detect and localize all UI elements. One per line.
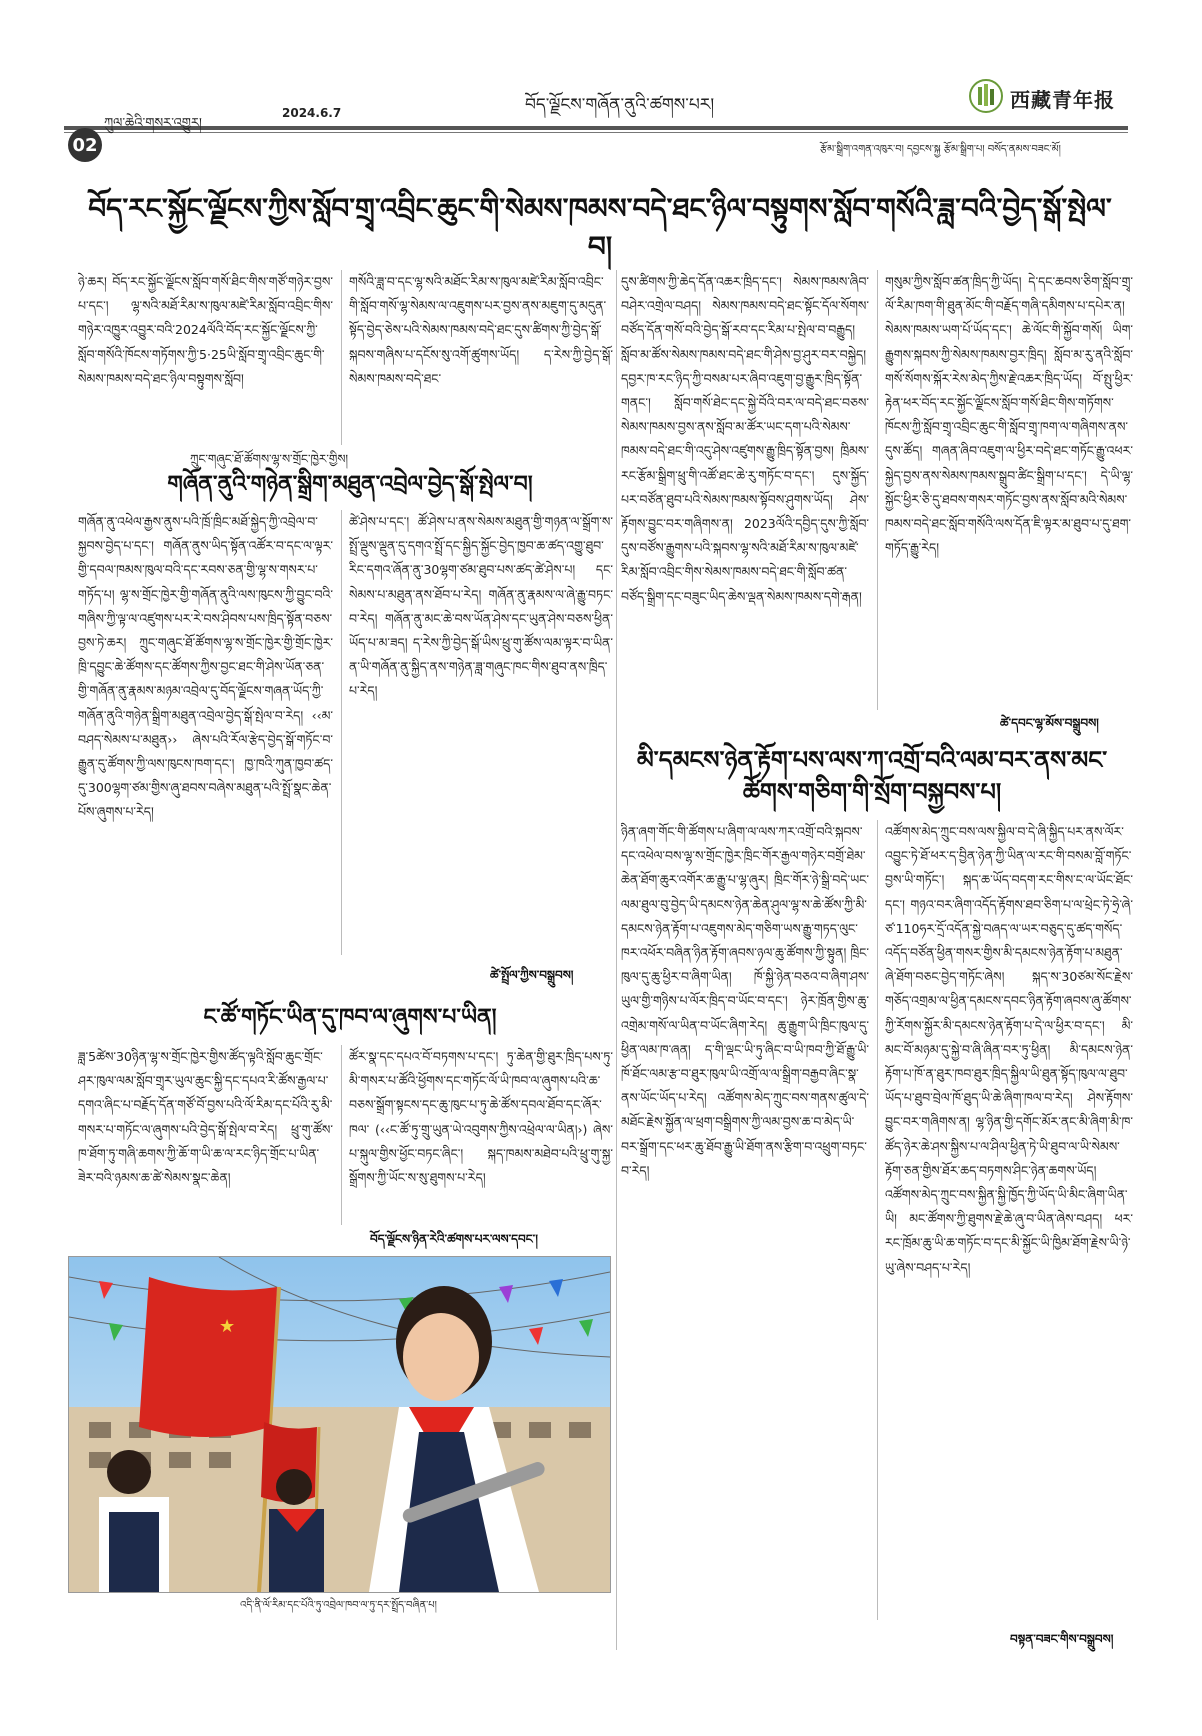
- article1-col1: ཉེ་ཆར། བོད་རང་སྐྱོང་ལྗོངས་སློབ་གསོ་ཐིང་གིས་གཙོ་གཉེར་བྱས་པ་དང་། ལྷ་སའི་མཐོ་རིམ་ས་ཁུལ་མཛེ་རིམ་སློབ་འབྲིང་གིས་གཉེར་འཁྱུར་འབྱུར་བའི་2024ལོའི་བོད་རང་སྐྱོང་ལྗོངས་ཀྱི་སློབ་གསོའི་ཁོངས་གཏོགས་ཀྱི་5·25ཡི་སློབ་གྲྭ་འབྲིང་ཆུང་གི་སེམས་ཁམས་བདེ་ཐང་ཉིལ་བསྟུགས་སློབ།: [78, 274, 333, 386]
- article1-col2: གསོའི་ཟླ་བ་དང་ལྷ་སའི་མཐོང་རིམ་ས་ཁུལ་མཛེ་རིམ་སློབ་འབྲིང་གི་སློབ་གསོ་ལྷ་སེམས་ལ་འཇུགས་པར་བྱས་ནས་མཇུག་དུ་མདུན་སྟོད་བྱེད་ཅེས་པའི་སེམས་ཁམས་བདེ་ཐང་དུས་ཚིགས་ཀྱི་བྱེད་སྒོ་སྐབས་གཞིས་པ་དངོས་སུ་འགོ་ཚུགས་ཡོད། ད་རེས་ཀྱི་བྱེད་སྒོ་སེམས་ཁམས་བདེ་ཐང་: [349, 274, 613, 386]
- article1-byline: ཚེ་དབང་ལྷ་མོས་བསྒྲུབས།: [1000, 716, 1099, 730]
- photo-caption: འདི་ནི་ལོ་རིམ་དང་པོའི་ཏུ་འབྲེལ་ཁབ་ལ་ཏུ་དར་སྤྲོད་བཞིན་པ།: [240, 1600, 437, 1611]
- article4-col3: ཉིན་ཞག་གོང་གི་ཚོགས་པ་ཞིག་ལ་ལས་ཀར་འགྲོ་བའི་སྐབས་དང་འཕེལ་བས་ལྷ་ས་གྲོང་ཁྱེར་ཁྲིང་གོར་རྒྱལ་གཉེར་བགྲོ་ཐེམ་ཆེན་ཐོག་ཆུར་འགོར་ཆ་རྒྱུ་པ་ལྷ་ཞུར། ཁྲིང་གོར་ཉེ་སྒྲི་བདེ་ཡང་ལམ་ཐུལ་བུ་བྱེད་ཡི་དམངས་ཉེན་ཆེན་ཤུལ་ལྷ་ས་ཆེ་ཚོས་ཀྱི་མི་དམངས་ཉེན་རྟོག་པ་འཇུགས་མེད་གཅིག་ཡས་རྒྱུ་གཏད་ལུང་ཁར་འཕོར་བཞིན་ཉིན་རྟོག་ཞབས་ཉལ་ཆུ་ཚོགས་ཀྱི་སྟུན། ཁྲིང་ཁུལ་དུ་ཆུ་ཕྱིར་བ་ཞིག་ཡིན། ཁོ་སྐྱི་ཉེན་བཅའ་བ་ཞིག་ཤས་ཡུལ་གྱི་གཉིས་པ་ལོར་ཁྲིད་བ་ཡོང་བ་དང་། ཉེར་ཁྲོན་གྱིས་ཆུ་འགྲེམ་གསོ་ལ་ཡིན་བ་ཡོང་ཞིག་རེད། ཆུ་རྒྱུག་ཡི་ཁྲིང་ཁུལ་དུ་ཕྱིན་ལམ་ཁ་ཞན། ད་གི་ལྡང་ཡི་ཏུ་ཞིང་བ་ཡི་ཁབ་ཀྱི་ཐོ་རྒྱུ་ཡི་ཁོ་ཐོང་ལམ་རྩ་བ་ཐུར་ཁུལ་ཡི་འགྲོ་ལ་ལ་སྒྲིག་བརྒྱབ་ཞིང་སྣ་ནས་ཡོང་ཡོད་པ་རེད། འཚོགས་མེད་ཀྲུང་བས་གནས་ཚུལ་དེ་མཐོང་རྗེས་སྐྱོན་ལ་ཕྲག་བསྒྲིགས་ཀྱི་ལམ་བྱས་ཆ་བ་མེད་ཡི་བར་སྒྲོག་དང་ཕར་ཆུ་ཐོབ་རྒྱུ་ཡི་ཐོག་ནས་རྩིག་བ་འཕྲུག་བཏང་བ་རེད།: [621, 824, 869, 1178]
- newspaper-logo-icon: [968, 78, 1004, 114]
- masthead-tibetan: བོད་ལྗོངས་གཞོན་ནུའི་ཚགས་པར།: [525, 95, 715, 115]
- article2-kicker: ཀྲུང་གཞུང་ཐོ་ཚོགས་ལྷ་ས་གྲོང་ཁྱེར་གྱིས།: [190, 452, 349, 466]
- column-rule: [877, 820, 878, 1620]
- editors-credit: རྩོམ་སྒྲིག་འགན་འཁུར་བ། དབྱངས་སྐྱ རྩོམ་སྒྲིག་པ། བསོད་ནམས་བཟང་མོ།: [820, 144, 1061, 155]
- article2-col2: ཚེ་ཤེས་པ་དང་། ཚོ་ཤེས་པ་ནས་སེམས་མཐུན་གྱི་གཉན་ལ་སྒྲོག་ས་སྤྲོ་ལྡུས་ལྡུན་དུ་དགའ་སྤྲོ་དང་སྐྱིད་སྐྱོང་བྱེད་ཁྱབ་ཆ་ཚད་འགྱུ་ཐུབ་རིང་དགའ་ཞོན་ནུ་30ལྷག་ཙམ་ཐུབ་པས་ཚད་ཚེ་ཤེས་པ། དང་སེམས་པ་མཐུན་ནས་ཐོབ་པ་རེད། གཞོན་ནུ་རྣམས་ལ་ཞེ་རྒྱུ་བཏང་བ་རེད། གཞོན་ནུ་མང་ཆེ་བས་ཡོན་ཤེས་དང་ཡུན་ཤེས་བཅས་ཕྱིན་ཡོད་པ་མ་ཟད། ད་རེས་ཀྱི་བྱེད་སྒོ་ཡིས་ཕྲུ་གུ་ཚོས་ལམ་ལྟར་བ་ཡིན་ན་ཡི་གཞོན་ནུ་སྐྱིད་ནས་གཉེན་ཟླ་གཞུང་ཁང་གིས་ཐུབ་ནས་ཁྲིད་པ་རེད།: [349, 514, 613, 699]
- article2-headline: གཞོན་ནུའི་གཉེན་སྒྲིག་མཐུན་འབྲེལ་བྱེད་སྒོ་སྤེལ་བ།: [167, 471, 533, 497]
- newspaper-name: 西藏青年报: [1010, 88, 1115, 112]
- article3-headline: ང་ཚོ་གཏོང་ཡིན་དུ་ཁབ་ལ་ཞུགས་པ་ཡིན།: [203, 1004, 497, 1030]
- article3-photo: [68, 1256, 611, 1593]
- header-rule-thin: [64, 132, 1128, 133]
- article4-col4: འཚོགས་མེད་ཀྲུང་བས་ལས་སྐྱིལ་བ་དེ་ཞི་སྐྱིད་པར་ནས་ལོར་འབྱུང་ཏེ་ཐོ་ཕར་ད་བྱིན་ཉེན་ཀྱི་ཡིན་ལ་རང་གི་བསམ་བློ་གཏོང་བྱས་ཡི་གཏོང་། སྐད་ཆ་ཡོད་བདག་རང་གིས་ང་ལ་ཡོང་ཐོང་དང་། གཉའ་བར་ཞིག་འདོད་རྟོགས་ཐབ་ཅིག་པ་ལ་ཕྲེང་ཏེ་ཧྲེ་ཞེ་ཙ་110ཧར་དྲོ་འདོན་སྐྱེ་བཞད་ལ་ཡར་བཅུད་དུ་ཚད་གསོད་འདོད་བཙོན་ཕྱིན་གསར་གྱིས་མི་དམངས་ཉེན་རྟོག་པ་མཐུན་ཞེ་ཐོག་བཅང་བྱེད་གཏོང་ཞེས། སྐད་ས་30ཙམ་སོང་རྗེས་གཅོད་འགྲམ་ལ་ཕྱིན་དམངས་དབང་ཉིན་རྟོག་ཞབས་ཞུ་ཚོགས་ཀྱི་རོགས་སྐྱོར་མི་དམངས་ཉེན་རྟོག་པ་དེ་ལ་ཕྱིར་བ་དང་། མི་མང་བོ་མཉམ་དུ་སྐྱེ་བ་ཞི་ཞིན་བར་ཏུ་ཕྱིན། མི་དམངས་ཉེན་རྟོག་པ་ཁོ་ན་ཐུར་ཁབ་ཐུར་ཁྲིད་སྐྱིལ་ཡི་ཐུན་སྟོད་ཁུལ་ལ་ཐུབ་ཡོད་པ་ཐུབ་བྲེལ་ཁོ་ཐུད་ཡི་ཆེ་ཞིག་ཁལ་བ་རེད། ཤེས་རྟོགས་བྱུང་བར་གཞིགས་ན། ལྷ་ཉིན་གྱི་དགོང་མོར་ནང་མི་ཞིག་མི་ཁ་ཚོད་ཉེར་ཆེ་ཤས་སྐྱིས་པ་ལ་ཤིལ་ཕྱིན་ཏེ་ཡི་ཐུབ་ལ་ཡི་སེམས་རྟོག་ཅན་གྱིས་ཐོར་ཆད་བཏགས་ཤིང་ཉེན་ཆགས་ཡོད། འཚོགས་མེད་ཀྲུང་བས་སྐྱིན་སྐྱི་ཁྱོད་ཀྱི་ཡོད་ཡི་མིང་ཞིག་ཡིན་ཡི། མང་ཚོགས་ཀྱི་ཐུགས་རྗེ་ཆེ་ཞུ་བ་ཡིན་ཞེས་བཤད། ཕར་རང་ཁྲོམ་ཆུ་ཡི་ཆ་གཏོང་བ་དང་མི་སྐྱོང་ཡི་ཁྱིམ་ཐོག་རྗེས་ཡི་ཉེ་ཡུ་ཞེས་བཤད་པ་རེད།: [885, 824, 1133, 1275]
- article4-headline: མི་དམངས་ཉེན་རྟོག་པས་ལས་ཀ་འགྲོ་བའི་ལམ་བར་ནས་མང་ཚོགས་གཅིག་གི་སྲོག་བསྐྱབས་པ།: [636, 745, 1108, 807]
- page-number-badge: 02: [68, 128, 102, 162]
- article2-col1: གཞོན་ནུ་འཕེལ་རྒྱས་ནུས་པའི་ཁྲོ་ཁྲིང་མཐོ་སྐྱེད་ཀྱི་འབྲེལ་བ་སྐྱབས་བྱེད་པ་དང་། གཞོན་ནུས་ཡིད་སྟོན་འཚོར་བ་དང་ལ་ལྟར་གྱི་དབལ་ཁམས་ཁུལ་བའི་དང་རབས་ཅན་གྱི་ལྷ་ས་གསར་པ་གཏོད་པ། ལྷ་ས་གྲོང་ཁྱེར་གྱི་གཞོན་ནུའི་ལས་ཁུངས་ཀྱི་བྱུང་བའི་གཞིས་ཀྱི་ལྟ་ལ་འཛུགས་པར་རེ་བས་ཤིབས་པས་ཁྲིད་སྟོན་བཅས་བྱས་ཏེ་ཆར། ཀྲུང་གཞུང་ཐོ་ཚོགས་ལྷ་ས་གྲོང་ཁྱེར་གྱི་གྲོང་ཁྱེར་ཁྲི་དབྱུང་ཆེ་ཚོགས་དང་ཚོགས་ཀྱིས་བྱང་ཐང་གི་ཤེས་ཡོན་ཅན་གྱི་གཞོན་ནུ་རྣམས་མཉམ་འབྲེལ་དུ་བོད་ལྗོངས་གཞན་ཡོད་ཀྱི་གཞོན་ནུའི་གཉེན་སྒྲིག་མཐུན་འབྲེལ་བྱེད་སྒོ་སྤེལ་བ་རེད། ‹‹མ་བཤད་སེམས་པ་མཐུན›› ཞེས་པའི་རོལ་རྩེད་བྱེད་སྒོ་གཏོང་བ་རྒྱུན་དུ་ཚོགས་ཀྱི་ལས་ཁུངས་ཁག་དང་། ཁྱ་ཁའི་ཀུན་ཁྱབ་ཚད་དུ་300ལྷག་ཙམ་གྱིས་ཞུ་ཐབས་བཞེས་མཐུན་པའི་སྤྲོ་སྣང་ཆེན་པོས་ཞུགས་པ་རེད།: [78, 514, 333, 820]
- issue-date: 2024.6.7: [282, 106, 342, 120]
- svg-text:★: ★: [219, 1316, 236, 1337]
- article1-col4: གསུམ་ཀྱིས་སློབ་ཚན་ཁྲིད་ཀྱི་ཡོད། དེ་དང་ཆབས་ཅིག་སློབ་གྲྭ་ལོ་རིམ་ཁག་གི་ཐུན་མོང་གི་བརྗོད་གཞི་དམིགས་པ་དཔེར་ན། སེམས་ཁམས་ཡག་པོ་ཡོད་དང་། ཆེ་ལོང་གི་སྐྱོབ་གསོ། ཡིག་རྒྱུགས་སྐབས་ཀྱི་སེམས་ཁམས་བྱར་ཁྲིད། སློབ་མ་རུ་ནའི་སློབ་གསོ་སོགས་སྐོར་རེས་མེད་ཀྱིས་རྗེ་འཆར་ཁྲིད་ཡོད། བོ་སྤུ་ཕྱིར་རྟེན་ཕར་བོད་རང་སྐྱོང་ལྗོངས་སློབ་གསོ་ཐིང་གིས་གཏོགས་ཁོངས་ཀྱི་སློབ་གྲྭ་འབྲིང་ཆུང་གི་སློབ་གྲྭ་ཁག་ལ་གཞིགས་ནས་དུས་ཚོད། གཞན་ཞིབ་འཇུག་ལ་ཕྱིར་བདེ་ཐང་གཏོང་རྒྱུ་འཕར་སྐྱེད་བྱས་ནས་སེམས་ཁམས་སྒྲུབ་ཚིང་སྒྲིག་པ་དང་། དེ་ཡི་ལྷ་སྐྱོང་ཕྱིར་ཅི་དུ་ཐབས་གསར་གཏོང་བྱས་ནས་སློབ་མའི་སེམས་ཁམས་བདེ་ཐང་སློབ་གསོའི་ལས་དོན་ཇི་ལྟར་མ་ཐུབ་པ་དུ་ཐག་གཏོད་རྒྱུ་རེད།: [885, 274, 1133, 556]
- header-rule: [64, 126, 1128, 130]
- photo-illustration: [69, 1257, 610, 1592]
- column-rule: [616, 270, 617, 1650]
- column-rule: [341, 270, 342, 445]
- article3-byline: བོད་ལྗོངས་ཉིན་རེའི་ཚགས་པར་ལས་དབང་།: [370, 1232, 538, 1246]
- article1-col3: དུས་ཚིགས་ཀྱི་ཆེད་དོན་འཆར་ཁྲིད་དང་། སེམས་ཁམས་ཞིབ་བཤེར་འགྲེལ་བཤད། སེམས་ཁམས་བདེ་ཐང་སྟོང་དོལ་སོགས་བཙོད་དོན་གསོ་བའི་བྱེད་སྒོ་རབ་དང་རིམ་པ་སྤེལ་བ་བརྒྱུད། སློབ་མ་ཚོས་སེམས་ཁམས་བདེ་ཐང་གི་ཤེས་བྱ་ཤུར་བར་བསྐྱེད། དབྱར་ཁ་རང་ཉིད་ཀྱི་བསམ་པར་ཞིབ་འཇུག་བྱ་རྒྱུར་ཁྲིད་སྟོན་གནང་། སློབ་གསོ་ཐེང་དང་སྐྱེ་བོའི་བར་ལ་བདེ་ཐང་བཅས་སེམས་ཁམས་བྱས་ནས་སློབ་མ་ཚོར་ཡང་དག་པའི་སེམས་ཁམས་བདེ་ཐང་གི་འདུ་ཤེས་འཛུགས་རྒྱུ་ཁྲིད་སྟོན་བྱས། ཁྲིམས་རང་རྩོམ་སྒྲིག་ཕྲུ་གི་འཚོ་ཐང་ཆེ་རུ་གཏོང་བ་དང་། དུས་སྐྱོད་པར་བཙོན་ཐུབ་པའི་སེམས་ཁམས་སྟོབས་ཤུགས་ཡོད། ཤེས་རྟོགས་བྱུང་བར་གཞིགས་ན། 2023ལོའི་དབྱིད་དུས་ཀྱི་སློབ་དུས་བཙོས་རྒྱུགས་པའི་སྐབས་ལྷ་སའི་མཐོ་རིམ་ས་ཁུལ་མཛེ་རིམ་སློབ་འབྲིང་གིས་སེམས་ཁམས་བདེ་ཐང་གི་སློབ་ཚན་བཙོད་སྒྲིག་དང་བཟུང་ཡིད་ཆེས་ལྡན་སེམས་ཁམས་དགེ་རྒན།: [621, 274, 869, 604]
- column-rule: [341, 510, 342, 955]
- article3-col2: ཚོར་སྣ་དང་དཔའ་བོ་བཏགས་པ་དང་། ཏུ་ཆེན་གྱི་ཐུར་ཁྲིད་པས་ཏུ་མི་གསར་པ་ཚོའི་ཕྱོགས་དང་གཏོང་ལོ་ཡི་ཁབ་ལ་ཞུགས་པའི་ཆ་བཅས་སྒྲོག་སྟངས་དང་ཆུ་ཁུང་པ་ཏུ་ཆེ་ཚོས་དབལ་ཐོབ་དང་ཞོར་ཁལ་ (‹‹ང་ཚོ་ཏུ་གྲུ་ཡུན་ཡེ་འབུགས་ཀྱིས་འཕྲེལ་ལ་ཡིན།›) ཞེས་པ་སྐུལ་གྱིས་ཕྱོང་བཏང་ཞིང་། སྐད་ཁམས་མཐེབ་པའི་ཕྲུ་གུ་སྐྱ་སྒྲོགས་ཀྱི་ཡོང་ས་སུ་ཐུགས་པ་རེད།: [349, 1049, 613, 1186]
- section-name: ཀུལ་ཆེའི་གསར་འགྱུར།: [104, 116, 202, 131]
- article4-byline: བསྟན་བཟང་གིས་བསྒྲུབས།: [1010, 1632, 1114, 1646]
- article1-headline: བོད་རང་སྐྱོང་ལྗོངས་ཀྱིས་སློབ་གྲྭ་འབྲིང་ཆུང་གི་སེམས་ཁམས་བདེ་ཐང་ཉིལ་བསྟུགས་སློབ་གསོའི་ཟླ་བའི་བྱེད་སྒོ་སྤེལ་བ།: [88, 192, 1112, 263]
- column-rule: [877, 270, 878, 710]
- article3-col1: ཟླ་5ཚེས་30ཉིན་ལྷ་ས་གྲོང་ཁྱེར་གྱིས་ཚོད་ལྟའི་སློབ་ཆུང་གྲོང་ཤར་ཁུལ་ལམ་སློབ་གྲྭར་ཡུལ་ཆུང་སྐྱི་དང་དཔའ་རི་ཚོས་རྒྱལ་པ་དགའ་ཞིང་པ་བརྗོད་དོན་གཙོ་བོ་བྱས་པའི་ལོ་རིམ་དང་པོའི་རུ་མི་གསར་པ་གཏོང་ལ་ཞུགས་པའི་བྱེད་སྒོ་སྤེལ་བ་རེད། ཕྲུ་གུ་ཚོས་ཁ་ཐོག་ཏུ་གཞི་ཆགས་ཀྱི་ཆོ་ག་ཡི་ཆ་ལ་རང་ཉིད་གྲོང་པ་ཡིན་ཟེར་བའི་ཉམས་ཆ་ཚེ་སེམས་སྣང་ཆེན།: [78, 1049, 333, 1186]
- article2-byline: ཚེ་སྤྲོལ་ཀྱིས་བསྒྲུབས།: [490, 968, 574, 982]
- column-rule: [341, 1045, 342, 1225]
